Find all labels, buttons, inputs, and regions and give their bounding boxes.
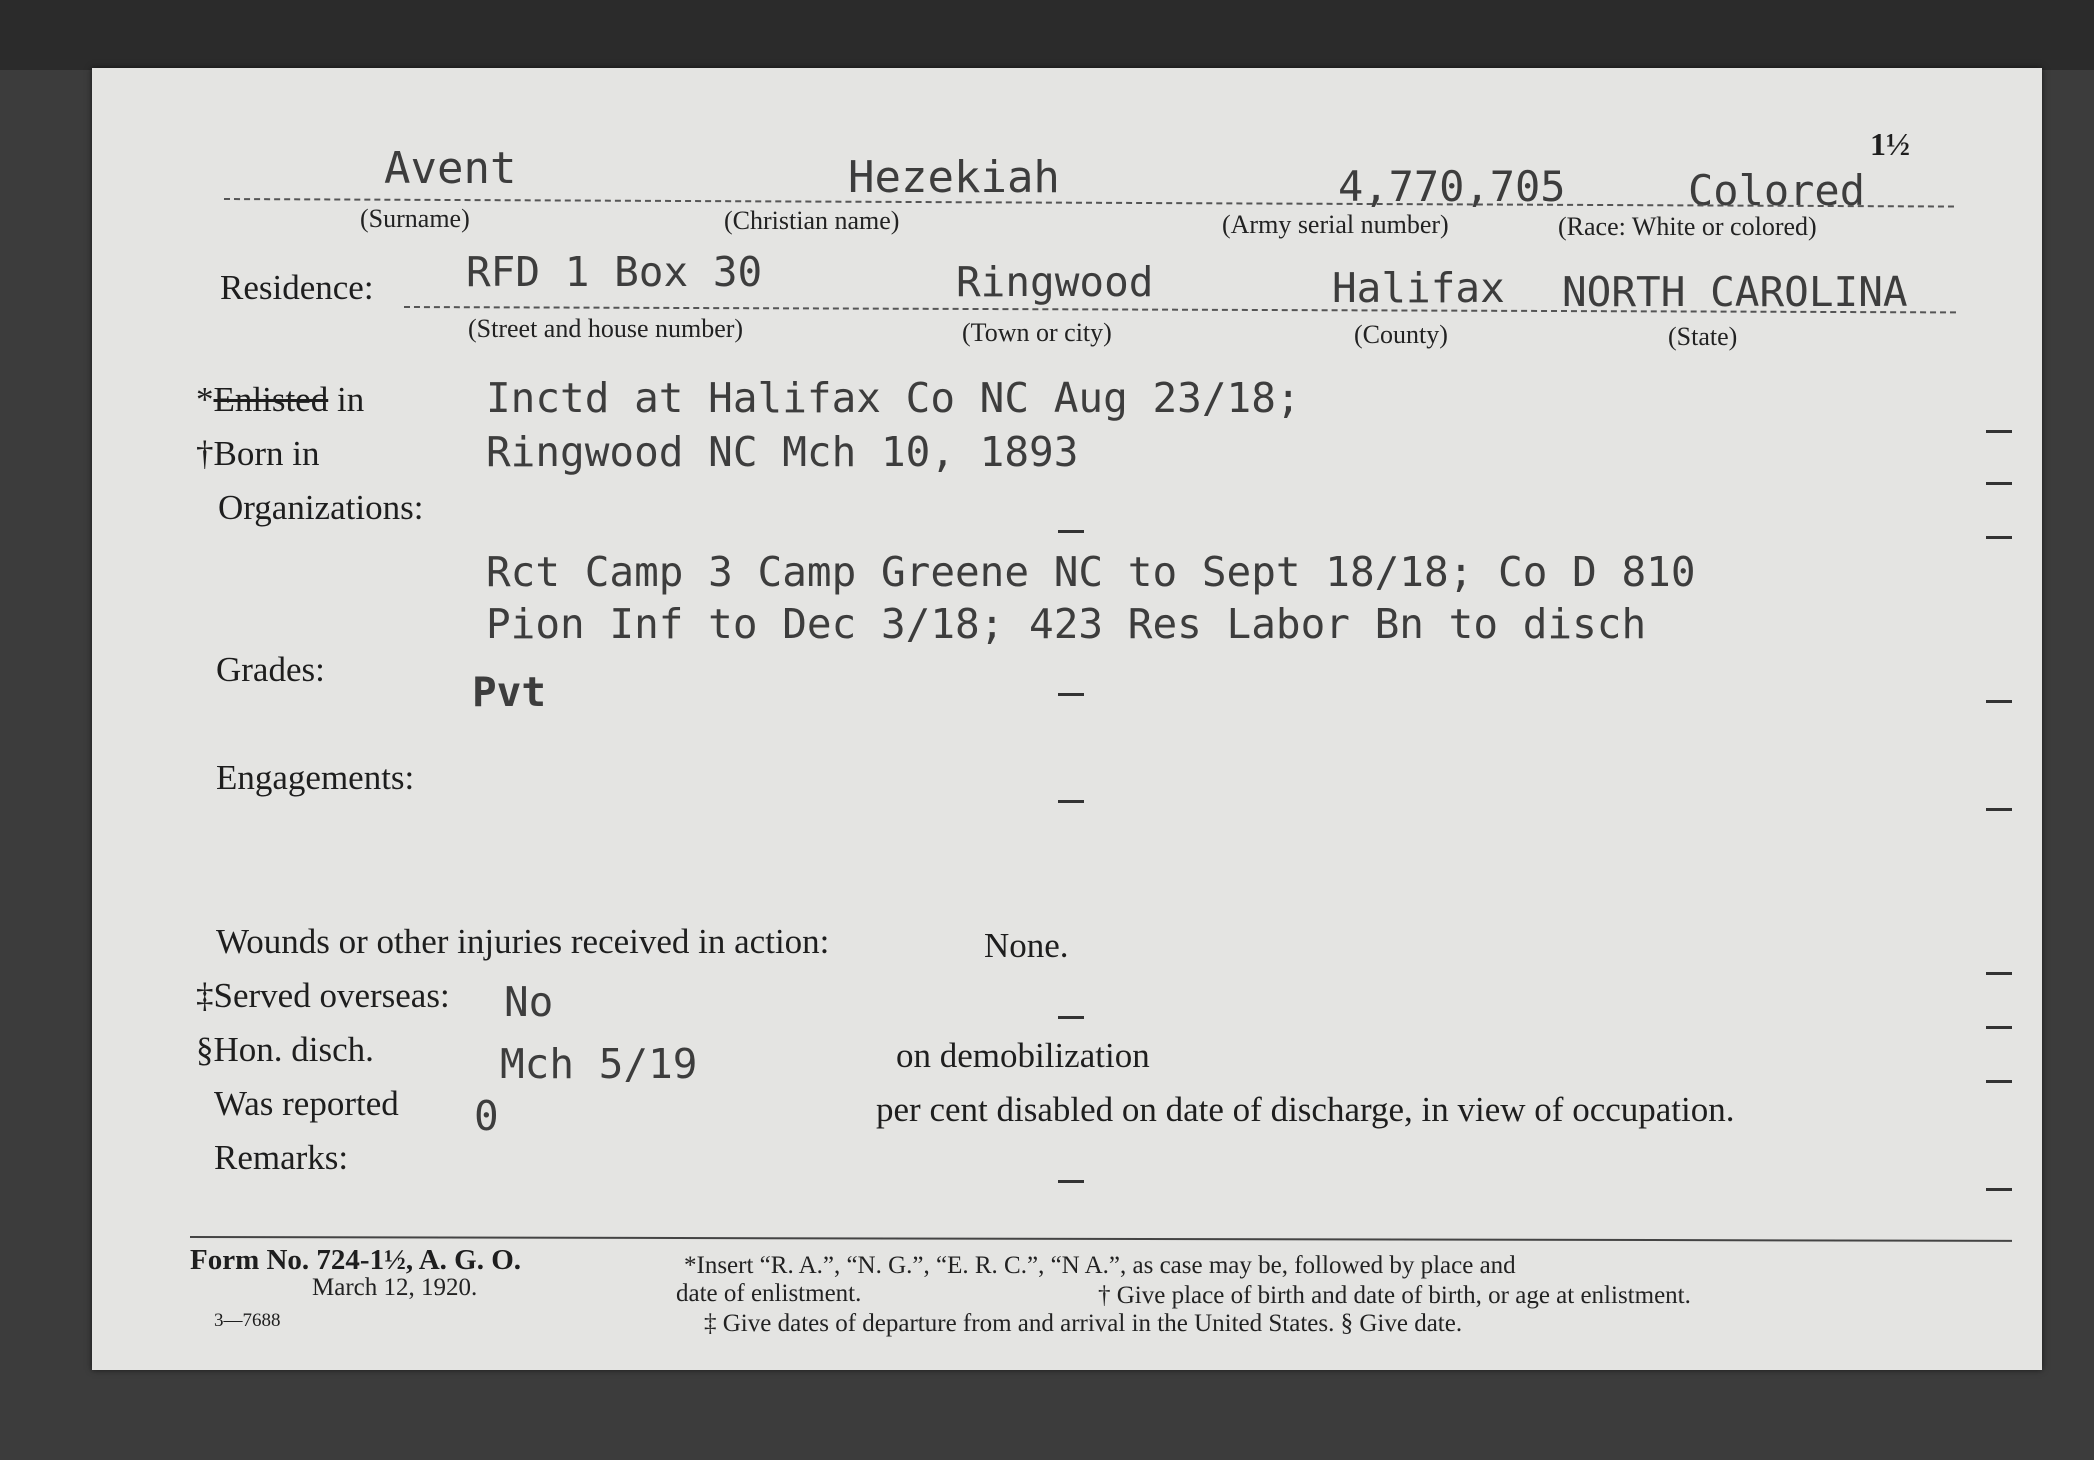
hon-disch-suffix: on demobilization xyxy=(896,1036,1150,1075)
service-record-card xyxy=(92,68,2042,1370)
race-caption: (Race: White or colored) xyxy=(1558,212,1817,241)
residence-label: Residence: xyxy=(220,268,374,307)
christian-name-value: Hezekiah xyxy=(848,152,1060,203)
state-caption: (State) xyxy=(1668,322,1738,351)
race-value: Colored xyxy=(1688,166,1866,215)
engagements-label: Engagements: xyxy=(216,758,415,797)
margin-dash xyxy=(1986,1188,2012,1191)
margin-dash xyxy=(1986,1080,2012,1083)
surname-value: Avent xyxy=(384,143,517,194)
footnote-line-3: ‡ Give dates of departure from and arrival in the United States. § Give date. xyxy=(704,1310,1463,1337)
hon-disch-mark: § xyxy=(196,1030,214,1069)
served-overseas-mark: ‡ xyxy=(196,976,214,1015)
born-mark: † xyxy=(196,434,214,473)
organizations-line-2: Pion Inf to Dec 3/18; 423 Res Labor Bn to disch xyxy=(486,600,1647,648)
town-value: Ringwood xyxy=(956,258,1154,306)
organizations-dash xyxy=(1058,530,1084,533)
was-reported-value: 0 xyxy=(474,1092,499,1140)
margin-dash xyxy=(1986,700,2012,703)
born-label-text: Born in xyxy=(213,434,320,473)
grades-dash xyxy=(1058,693,1084,696)
form-date: March 12, 1920. xyxy=(312,1274,478,1301)
margin-dash xyxy=(1986,536,2012,539)
footer-rule xyxy=(190,1236,2012,1242)
serial-number-value: 4,770,705 xyxy=(1338,162,1566,211)
born-value: Ringwood NC Mch 10, 1893 xyxy=(486,428,1079,476)
hon-disch-label xyxy=(196,1030,374,1070)
grades-value: Pvt xyxy=(472,668,547,716)
footnote-line-2b: † Give place of birth and date of birth, or age at enlistment. xyxy=(1098,1282,1691,1309)
hon-disch-value: Mch 5/19 xyxy=(500,1040,698,1088)
served-overseas-label-text: Served overseas: xyxy=(213,976,450,1015)
margin-dash xyxy=(1986,430,2012,433)
margin-dash xyxy=(1986,482,2012,485)
christian-name-caption: (Christian name) xyxy=(724,206,900,235)
wounds-value: None. xyxy=(984,926,1069,965)
remarks-dash xyxy=(1058,1180,1084,1183)
county-value: Halifax xyxy=(1332,264,1505,312)
hon-disch-label-text: Hon. disch. xyxy=(213,1030,374,1069)
was-reported-label: Was reported xyxy=(214,1084,399,1123)
state-value: NORTH CAROLINA xyxy=(1562,268,1908,316)
county-caption: (County) xyxy=(1354,320,1448,349)
remarks-label: Remarks: xyxy=(214,1138,349,1177)
served-overseas-value: No xyxy=(504,978,554,1026)
grades-label: Grades: xyxy=(216,650,325,689)
footnote-line-1: *Insert “R. A.”, “N. G.”, “E. R. C.”, “N A.”, as case may be, followed by place and xyxy=(684,1252,1516,1279)
engagements-dash xyxy=(1058,800,1084,803)
overseas-dash xyxy=(1058,1016,1084,1019)
margin-dash xyxy=(1986,1026,2012,1029)
margin-dash xyxy=(1986,972,2012,975)
served-overseas-label xyxy=(196,976,450,1016)
enlisted-label xyxy=(196,380,364,420)
enlisted-value: Inctd at Halifax Co NC Aug 23/18; xyxy=(486,374,1301,422)
serial-number-caption: (Army serial number) xyxy=(1222,210,1449,239)
margin-dash xyxy=(1986,808,2012,811)
footnote-line-2a: date of enlistment. xyxy=(676,1280,862,1307)
organizations-label: Organizations: xyxy=(218,488,424,527)
street-value: RFD 1 Box 30 xyxy=(466,248,763,296)
organizations-line-1: Rct Camp 3 Camp Greene NC to Sept 18/18; Co D 810 xyxy=(486,548,1696,596)
print-code: 3—7688 xyxy=(214,1310,281,1331)
enlisted-struck-word: Enlisted xyxy=(213,380,329,419)
town-caption: (Town or city) xyxy=(962,318,1112,347)
wounds-label: Wounds or other injuries received in action: xyxy=(216,922,830,961)
corner-mark: 1½ xyxy=(1870,126,1910,162)
street-caption: (Street and house number) xyxy=(468,314,744,343)
surname-caption: (Surname) xyxy=(360,204,470,233)
scanner-background xyxy=(0,0,2094,70)
enlisted-label-text: in xyxy=(328,380,365,419)
form-number: Form No. 724-1½, A. G. O. xyxy=(190,1244,522,1276)
was-reported-suffix: per cent disabled on date of discharge, in view of occupation. xyxy=(876,1090,1735,1129)
enlisted-mark: * xyxy=(196,380,214,419)
born-label xyxy=(196,434,319,474)
